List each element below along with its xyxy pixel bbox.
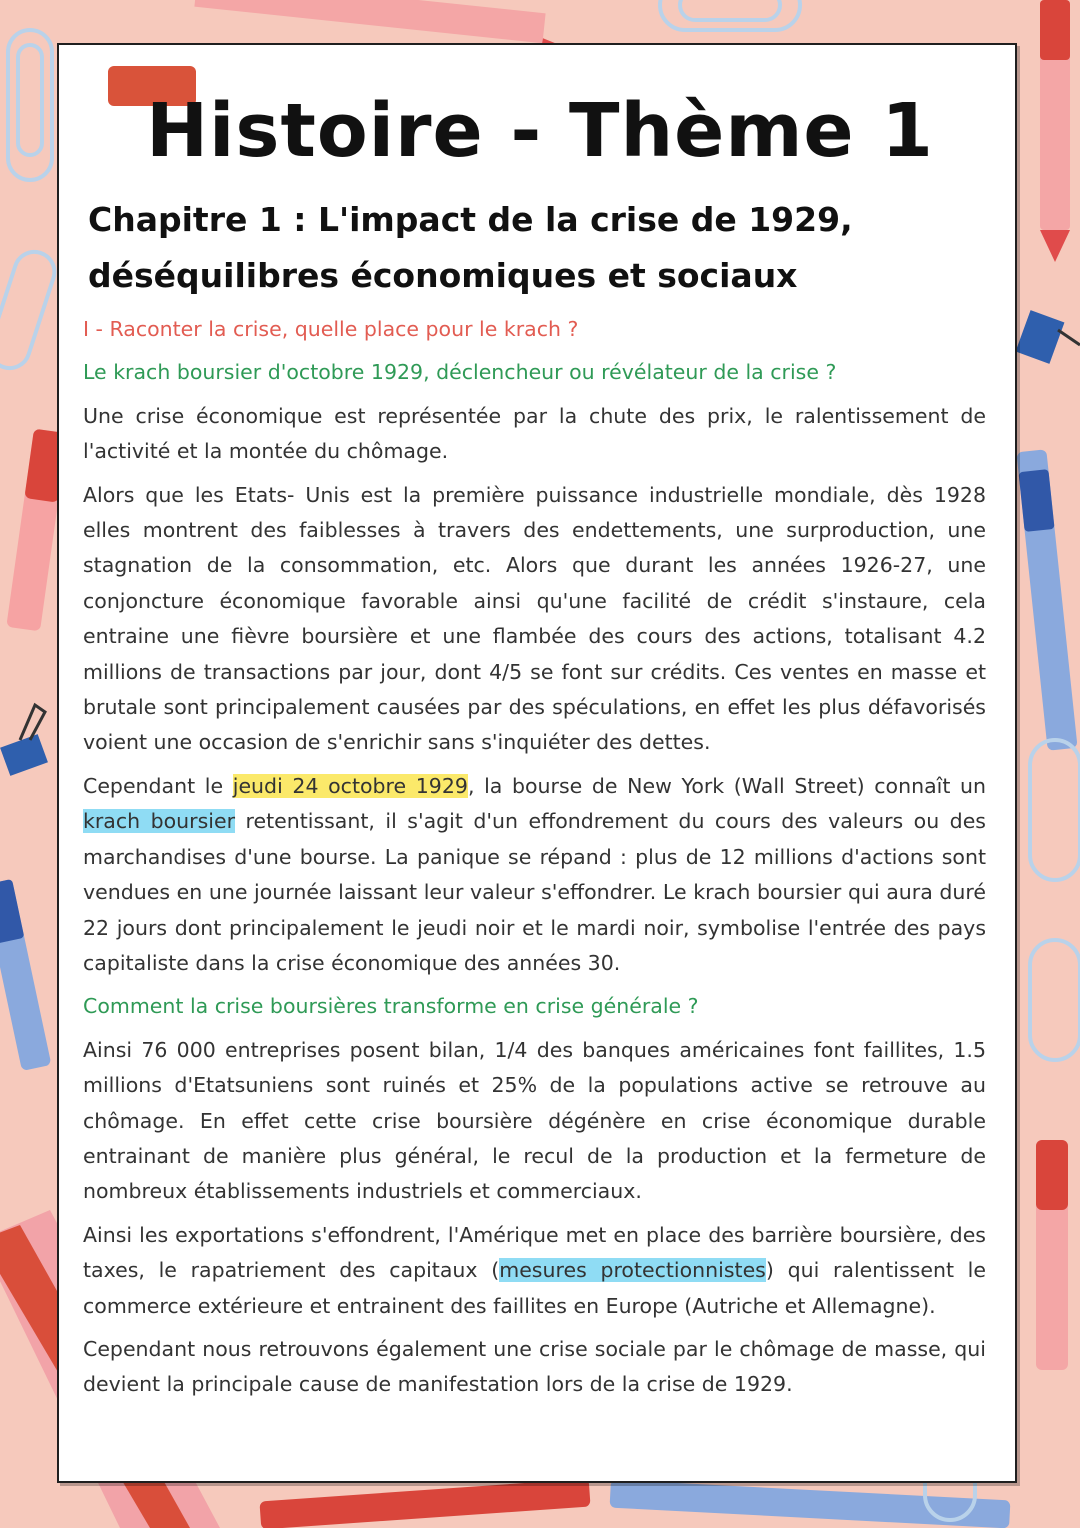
section-heading: I - Raconter la crise, quelle place pour le krach ? [83, 317, 579, 341]
paragraph [83, 1218, 986, 1324]
paragraph [83, 769, 986, 981]
paragraph: Une crise économique est représentée par la chute des prix, le ralentissement de l'activité et la montée du chômage. [83, 403, 986, 464]
text-run: retentissant, il s'agit d'un effondrement du cours des valeurs ou des marchandises d'une bourse. La panique se répand : plus de 12 millions d'actions sont vendues en une journée laissant leur valeur s'effondrer. Le krach boursier qui aura duré 22 jours dont principalement le jeudi noir et le mardi noir, symbolise l'entrée des pays capitaliste dans la crise économique des années 30. [83, 809, 986, 975]
paragraph: Cependant nous retrouvons également une crise sociale par le chômage de masse, qui devient la principale cause de manifestation lors de la crise de 1929. [83, 1336, 986, 1397]
paperclip-icon [0, 247, 60, 373]
question-heading: Le krach boursier d'octobre 1929, déclencheur ou révélateur de la crise ? [83, 360, 837, 385]
question-heading: Comment la crise boursières transforme en crise générale ? [83, 994, 699, 1019]
paragraph: Alors que les Etats- Unis est la première puissance industrielle mondiale, dès 1928 elles montrent des faiblesses à travers des endettements, une surproduction, une stagnation de la consommation, etc. Alors que durant les années 1926-27, une conjoncture économique favorable ainsi qu'une facilité de crédit s'instaure, cela entraine une fièvre boursière et une flambée des cours des actions, totalisant 4.2 millions de transactions par jour, dont 4/5 se font sur crédits. Ces ventes en masse et brutale sont principalement causées par des spéculations, en effet les plus défavorisés voient une occasion de s'enrichir sans s'inquiéter des dettes. [83, 482, 986, 755]
binder-clip-icon [1016, 310, 1080, 364]
paperclip-icon [1030, 740, 1080, 1060]
text-run: , la bourse de New York (Wall Street) connaît un [467, 773, 987, 798]
highlight-term: krach boursier [83, 809, 235, 834]
text-run: ) qui ralentissent le commerce extérieure et entrainent des faillites en Europe (Autriche et Allemagne). [83, 1258, 986, 1318]
highlight-term: mesures protectionnistes [499, 1258, 766, 1283]
text-run: Ainsi les exportations s'effondrent, l'Amérique met en place des barrière boursière, des taxes, le rapatriement des capitaux ( [83, 1222, 986, 1283]
page-title: Histoire - Thème 1 [146, 88, 934, 174]
binder-clip-icon [0, 705, 48, 776]
pen-icon [1016, 449, 1077, 750]
text-run: Cependant le [83, 773, 233, 798]
paperclip-icon [660, 0, 800, 30]
pen-icon [259, 1479, 1010, 1528]
marker-icon [1036, 1140, 1068, 1370]
pen-icon [0, 879, 51, 1071]
highlight-date: jeudi 24 octobre 1929 [232, 773, 468, 798]
chapter-heading: Chapitre 1 : L'impact de la crise de 1929, déséquilibres économiques et sociaux [88, 200, 853, 295]
document-body [83, 312, 986, 1411]
paragraph: Ainsi 76 000 entreprises posent bilan, 1/4 des banques américaines font faillites, 1.5 millions d'Etatsuniens sont ruinés et 25% de la populations active se retrouve au chômage. En effet cette crise boursière dégénère en crise économique durable entrainant de manière plus général, le recul de la production et la fermeture de nombreux établissements industriels et commerciaux. [83, 1037, 986, 1204]
